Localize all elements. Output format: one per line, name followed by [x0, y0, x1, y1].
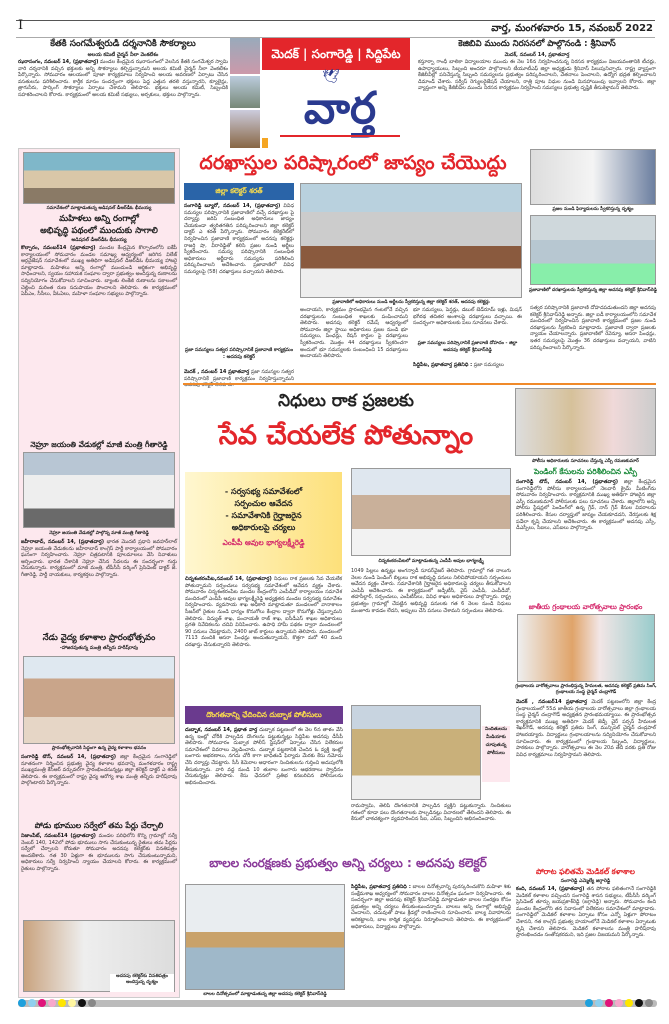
body-nehru: [21, 539, 177, 631]
article-text: ప్రజా సమస్యల సత్వర పరిష్కారానికే ప్రజావాణి కార్యక్రమం నిర్వహిస్తున్నామని అదనపు కలెక్టర్ తెలిపారు.: [184, 369, 295, 389]
headline-sp: పెండింగ్ కేసులను పరిశీలించిన ఎస్పీ: [534, 467, 637, 476]
masthead-band: మెదక్ | సంగారెడ్డి | సిద్దిపేట: [262, 38, 410, 70]
top-rule: [16, 20, 655, 21]
caption: నిందితులను మీడియాకు చూపుతున్న పోలీసులు: [482, 726, 510, 782]
body-theft-col2: రామస్వామి, తెలిపి దొంగతనానికి పాల్పడిన వ్యక్తిని పట్టుకున్నారు. నిందితులు గతంలో కూడా పలు దొంగతనాలకు పాల్పడినట్లు విచారణలో తేలిందని తెలిపారు. ఈ కేసులో చాకచక్యంగా వ్యవహరించిన సీఐ, ఎస్‌ఐ, సిబ్బందిని అభినందించారు.: [351, 803, 511, 823]
body-prajavani: [184, 203, 294, 348]
caption: గ్రంథాలయ వారోత్సవాలు ప్రారంభిస్తున్న హేమలత, అదనపు కలెక్టర్ ప్రతిమ సింగ్, గ్రంథాలయ సంస్థ చైర్మన్ చంద్రాగౌడ్: [515, 684, 657, 695]
headline-medical-opening: నేడు వైద్య కళాశాల ప్రారంభోత్సవం: [42, 633, 156, 643]
body-children: [351, 884, 511, 990]
color-registration-bar: [18, 1000, 657, 1007]
article-text: ప్రజా సమస్యలు: [473, 362, 504, 368]
page-marker: I: [18, 18, 24, 33]
dateline: సంగారెడ్డి టౌన్, నవంబర్ 14, (ప్రభాతవార్త): [516, 479, 619, 485]
photo-nehru: [23, 452, 175, 528]
body-theft: [185, 727, 343, 847]
tag-collector: జిల్లా కలెక్టర్ శరత్: [184, 183, 294, 200]
subhead-prajavani: ప్రజా సమస్యలు సత్వర పరిష్కారానికే ప్రజావాణి కార్యక్రమం : అదనపు కలెక్టర్: [184, 348, 294, 360]
article-text: జిల్లా కేంద్రమైన సంగారెడ్డిలోని పోలీసు కార్యాలయంలో నెలవారీ క్రైమ్ మీటింగ్‌ను సోమవారం నిర్వహించారు. కార్యక్రమానికి ముఖ్య అతిథిగా హాజరైన జిల్లా ఎస్పీ రమణకుమార్ పోలీసులకు పలు సూచనలు చేశారు. జిల్లాలోని అన్ని పోలీసు స్టేషన్లలో పెండింగ్‌లో ఉన్న గ్రేవ్, నాన్ గ్రేవ్ కేసుల వివరాలను పరిశీలించారు. కేసుల దర్యాప్తులో జాప్యం చేయకూడదని, నేరస్తులకు శిక్ష పడేలా కృషి చేయాలని ఆదేశించారు. ఈ కార్యక్రమంలో అదనపు ఎస్పీ, డీఎస్పీలు, సీఐలు, ఎస్‌ఐలు పాల్గొన్నారు.: [516, 479, 656, 532]
masthead-photo: [230, 38, 260, 74]
subhead-women: అడిషనల్ డీఆర్‌డీఓ భీమయ్య: [71, 238, 127, 243]
headline-library: జాతీయ గ్రంథాలయ వారోత్సవాలు ప్రారంభం: [528, 603, 643, 611]
body-right-photos: సత్వర పరిష్కారానికి ప్రజావాణి దోహదపడుతుందని జిల్లా అదనపు కలెక్టర్ శ్రీనివాస్‌రెడ్డి అన్నారు. జిల్లా ఐడీ కార్యాలయంలోని సమావేశ మందిరంలో నిర్వహించిన ప్రజావాణి కార్యక్రమంలో ప్రజల నుండి దరఖాస్తులను స్వీకరించి మాట్లాడారు. ప్రజావాణి ద్వారా ప్రజలకు న్యాయం చేయాలన్నారు. ప్రజావాణిలో రెవెన్యూ, ఆసరా పింఛన్లు, ఇతర సమస్యలపై మొత్తం 36 దరఖాస్తులు వచ్చాయని, వాటిని పరిష్కరించాలని పేర్కొన్నారు.: [530, 305, 656, 351]
photo-children: [185, 884, 345, 990]
registration-dots-left: [18, 999, 96, 1007]
dateline: జహీరాబాద్, నవంబర్ 14, (ప్రభాతవార్త): [21, 539, 105, 545]
headline-women-2: అభివృద్ధి పథంలో ముందుకు సాగాలి: [40, 226, 158, 236]
caption: నెహ్రూ జయంతి వేడుకల్లో పాల్గొన్న మాజీ మంత్రి గీతారెడ్డి: [49, 531, 149, 536]
article-text: నిధులు రాక ప్రజలకు సేవ చేయలేక పోతున్నామని సర్పంచులు సర్వసభ్య సమావేశంలో ఆవేదన వ్యక్తం చేశారు. సోమవారం చిన్నశంకరంపేట మండల కేంద్రంలోని ఎంపీడీవో కార్యాలయం సమావేశ మందిరంలో ఎంపీపీ ఆవుల భాగ్యలక్ష్మీరెడ్డి అధ్యక్షతన మండల సర్వసభ్య సమావేశం నిర్వహించారు. వ్యవసాయ శాఖ అధికారి మాట్లాడుతూ మండలంలో వానాకాలం సీజన్‌లో రైతుల నుండి ధాన్యం కొనుగోలు కేంద్రాల ద్వారా కొనుగోళ్లు చేస్తున్నామని తెలిపారు. విద్యుత్ శాఖ, పంచాయతీ రాజ్ శాఖ, ఐసీడీఎస్ శాఖల అధికారులు ప్రగతి నివేదికలను చదివి వినిపించారు. ఉపాధి హామీ పథకం ద్వారా మండలంలో 90 పనులు చేపట్టామని, 2400 జాబ్ కార్డులు ఉన్నాయని తెలిపారు. మండలంలో 7113 మందికి ఆసరా పింఛన్లు అందుతున్నాయని, కొత్తగా మరో 40 మంది దరఖాస్తు చేసుకున్నారని తెలిపారు.: [185, 576, 343, 648]
caption: సమావేశంలో మాట్లాడుతున్న అడిషనల్ డీఆర్‌డీఓ భీమయ్య: [46, 206, 152, 211]
section-divider: [183, 383, 656, 385]
subhead-ketaki: అలయ కమిటీ చైర్మన్ నీలా వెంకటేశం: [87, 52, 159, 58]
body-medical-opening: [21, 754, 177, 820]
dateline: సంగారెడ్డి టౌన్, నవంబర్ 14, (ప్రభాతవార్త): [21, 754, 117, 760]
dateline: కంది, నవంబర్ 14, (ప్రభాతవార్త): [516, 886, 585, 892]
masthead-photo: [230, 76, 260, 108]
photo-mpp: [351, 468, 511, 556]
dateline: ఝరాసంగం, నవంబర్ 14, (ప్రభాతవార్త): [18, 59, 99, 65]
dateline: నిజాంపేట్, నవంబర్14 (ప్రభాతవార్త): [21, 833, 96, 839]
article-text: బాలల దినోత్సవాన్ని పురస్కరించుకొని మహిళా శిశు సంక్షేమశాఖ ఆధ్వర్యంలో సోమవారం బాలల దినోత్సవం ఘనంగా నిర్వహించారు. ఈ సందర్భంగా జిల్లా అదనపు కలెక్టర్ శ్రీనివాస్‌రెడ్డి మాట్లాడుతూ బాలల సంరక్షణ కోసం ప్రభుత్వం అన్ని చర్యలు తీసుకుంటుందన్నారు. బాలలు అన్ని రంగాల్లో అభివృద్ధి చెందాలని, చదువుతో పాటు క్రీడల్లో రాణించాలని సూచించారు. బాల్య వివాహాలను అరికట్టాలని, బాల కార్మిక వ్యవస్థను నిర్మూలించాలని తెలిపారు. ఈ కార్యక్రమంలో అధికారులు, విద్యార్థులు పాల్గొన్నారు.: [351, 884, 512, 930]
photo-police: [351, 705, 481, 800]
article-text: మండల కేంద్రమైన కొల్చారంలోని ఐకేపీ కార్యాలయంలో సోమవారం మండల సమాఖ్య ఆధ్వర్యంలో జరిగిన విలేజ్ ఆర్గనైజేషన్ సమావేశంలో ముఖ్య అతిథిగా అడిషనల్ డీఆర్‌డీఓ భీమయ్య హాజరై మాట్లాడారు. మహిళలు అన్ని రంగాల్లో ముందుండి ఆర్థికంగా అభివృద్ధి సాధించాలని, స్వయం సహాయక సంఘాల ద్వారా ప్రభుత్వం అందిస్తున్న రుణాలను సద్వినియోగం చేసుకోవాలని సూచించారు. బ్యాంకు లింకేజీ రుణాలను సకాలంలో చెల్లించి మరింత రుణ సదుపాయం పొందాలని తెలిపారు. ఈ కార్యక్రమంలో ఏపీఎం, సీసీలు, వీఓఏలు, మహిళా సంఘాల సభ్యులు పాల్గొన్నారు.: [21, 245, 177, 298]
body-prajavani-sub2: [413, 362, 522, 381]
article-text: మెదక్ పట్టణంలోని జిల్లా కేంద్ర గ్రంథాలయంలో 55వ జాతీయ గ్రంథాలయ వారోత్సవాలు జిల్లా గ్రంథాలయ సంస్థ చైర్మన్ చంద్రాగౌడ్ అధ్యక్షతన ప్రారంభమయ్యాయి. ఈ ప్రారంభోత్సవ కార్యక్రమానికి ముఖ్య అతిథిగా మెదక్ జెడ్పీ చైర్ పర్సన్ హేమలత శేఖర్‌గౌడ్, అదనపు కలెక్టర్ ప్రతిమ సింగ్, మున్సిపల్ చైర్మన్ చంద్రపాల్ హాజరయ్యారు. విద్యార్థులు గ్రంథాలయాలను సద్వినియోగం చేసుకోవాలని సూచించారు. ఈ కార్యక్రమంలో గ్రంథాలయ సిబ్బంది, విద్యార్థులు, పాఠకులు పాల్గొన్నారు. వారోత్సవాలు ఈ నెల 20వ తేదీ వరకు ప్రతి రోజు వివిధ కార్యక్రమాలు నిర్వహిస్తామని తెలిపారు.: [516, 699, 657, 758]
box-line: సర్పంచుల ఆవేదన: [234, 499, 293, 508]
headline-kgbv: కెజిబివి ముందు నిరసనలో పాల్గొనండి : శ్రీనివాస్: [458, 39, 616, 49]
body-medical-college: [516, 886, 656, 988]
body-prajavani-sub: [184, 369, 295, 389]
dateline: మెదక్ , నవంబర్ 14 ప్రభాతవార్త: [184, 369, 250, 375]
headline-ketaki: కేతకి సంగమేశ్వరుడి దర్శనానికి సౌకర్యాలు: [50, 39, 196, 49]
headline-women-1: మహిళలు అన్ని రంగాల్లో: [59, 214, 139, 224]
photo-medical-college: [23, 656, 175, 744]
photo-complaints: [530, 149, 656, 205]
headline-children: బాలల సంరక్షణకు ప్రభుత్వం అన్ని చర్యలు : అదనపు కలెక్టర్: [209, 856, 487, 870]
caption: చిన్నశంకరంపేటలో మాట్లాడుతున్న ఎంపీపీ ఆవుల భాగ్యలక్ష్మీ: [378, 559, 484, 564]
caption: పోలీసు అధికారులకు సూచనలు చేస్తున్న ఎస్పీ రమణకుమార్: [532, 459, 639, 464]
photo-sp: [515, 388, 656, 456]
photo-prajavani: [300, 183, 522, 298]
dateline: సిద్దిపేట, ప్రభాతవార్త ప్రతినిధి :: [351, 884, 411, 890]
box-line: - సమావేశానికి గైర్హాజరైన: [225, 511, 302, 520]
date-line: వార్త, మంగళవారం 15, నవంబర్ 2022: [491, 23, 653, 34]
headline-medical-college: పోరాట ఫలితమే మెడికల్ కళాశాల: [536, 867, 635, 876]
body-sp: [516, 479, 656, 602]
box-line: అధికారులపై చర్యలు: [231, 523, 296, 532]
article-text: మండల పరిధిలోని కొన్ని గ్రామాల్లో సర్వే నెంబర్ 140, 142లో పోడు భూములు సాగు చేసుకుంటున్న రైతులు తమ పేర్లను సర్వేలో చేర్చాలని కోరుతూ సోమవారం అదనపు కలెక్టర్‌కు వినతిపత్రం అందజేశారు. గత 30 ఏళ్లుగా ఈ భూములను సాగు చేసుకుంటున్నామని, అధికారులు సర్వే నిర్వహించి న్యాయం చేయాలని కోరారు. ఈ కార్యక్రమంలో రైతులు పాల్గొన్నారు.: [21, 833, 178, 872]
caption: అదనపు కలెక్టర్‌కు వినతిపత్రం అందిస్తున్న దృశ్యం: [110, 974, 174, 992]
photo-women-meeting: [23, 152, 175, 204]
body-kgbv: కస్తూర్బా గాంధీ బాలికా విద్యాలయాల ముందు ఈ నెల 16న నిర్వహించనున్న నిరసన కార్యక్రమం విజయవంతానికి టీచర్లు, ఉపాధ్యాయులు, సిబ్బంది అందరూ పాల్గొనాలని టీయూటీఎఫ్ జిల్లా అధ్యక్షుడు శ్రీనివాస్ పిలుపునిచ్చారు. రాష్ట్ర వ్యాప్తంగా కేజీబీవీల్లో పనిచేస్తున్న సిబ్బంది సమస్యలను ప్రభుత్వం పరిష్కరించాలని, వేతనాలు పెంచాలని, ఉద్యోగ భద్రత కల్పించాలని డిమాండ్ చేశారు. సర్వీస్ రెగ్యులరైజేషన్ చేయాలని, రాత్రి పూట విధుల నుండి మినహాయింపు ఇవ్వాలని కోరారు. జిల్లా వ్యాప్తంగా అన్ని కేజీబీవీల ముందు నిరసన కార్యక్రమం నిర్వహించి సమస్యలు ప్రభుత్వ దృష్టికి తీసుకెళ్తామని తెలిపారు.: [418, 59, 656, 92]
photo-applications: [530, 215, 656, 285]
masthead-accent: [262, 138, 268, 148]
dateline: సంగారెడ్డి బ్యూరో, నవంబర్ 14, (ప్రభాతవార్త): [184, 203, 281, 209]
body-women: [21, 245, 177, 438]
dateline: కొల్చారం, నవంబర్14 (ప్రభాతవార్త): [21, 245, 96, 251]
headline-funds-2: సేవ చేయలేక పోతున్నాం: [218, 420, 474, 451]
subhead-medical-opening: -హాజరవుతున్న మంత్రి తన్నీరు హరీష్‌రావు: [59, 646, 139, 651]
box-name: ఎంపీపీ ఆవుల భాగ్యలక్ష్మీరెడ్డి: [222, 538, 305, 547]
body-library: [516, 699, 656, 865]
masthead-photo: [230, 110, 260, 148]
article-text: వివిధ సమస్యల పరిష్కారానికి ప్రజావాణిలో వచ్చే దరఖాస్తుల పై దర్యాప్తు జరిపి సంబంధిత అధికారులు జాప్యం చేయకుండా త్వరితగతిన పరిష్కరించాలని జిల్లా కలెక్టర్ డాక్టర్ ఎ శరత్ పేర్కొన్నారు. సోమవారం కలెక్టరేట్‌లో నిర్వహించిన ప్రజావాణి కార్యక్రమంలో అదనపు కలెక్టర్లు రాజర్షి షా, వీరారెడ్డితో కలిసి ప్రజల నుండి అర్జీలు స్వీకరించారు. సమస్య పరిష్కారానికి సంబంధిత అధికారులు అర్జీదారు సమస్యను పరిశీలించి పరిష్కరించాలని ఆదేశించారు. ప్రజావాణిలో వివిధ సమస్యలపై (58) దరఖాస్తులు వచ్చాయని తెలిపారు.: [184, 203, 294, 275]
headline-funds-1: నిధులు రాక ప్రజలకు: [278, 391, 414, 411]
body-podu: [21, 833, 177, 915]
subhead-medical-college: సంగారెడ్డి ఎమ్మెల్యే జగ్గారెడ్డి: [560, 879, 611, 884]
article-text: జిల్లా కేంద్రమైన సంగారెడ్డిలో నూతనంగా నిర్మించిన ప్రభుత్వ వైద్య కళాశాల భవనాన్ని మంగళవారం రాష్ట్ర ముఖ్యమంత్రి కేసీఆర్ వర్చువల్‌గా ప్రారంభించనున్నట్లు జిల్లా కలెక్టర్ డాక్టర్ ఎ శరత్ తెలిపారు. ఈ కార్యక్రమంలో రాష్ట్ర వైద్య ఆరోగ్య శాఖ మంత్రి తన్నీరు హరీష్‌రావు పాల్గొంటారని పేర్కొన్నారు.: [21, 754, 178, 787]
body-prajavani-col2: అందాయని, కార్యక్రమం ప్రారంభమైన గంటలోనే వచ్చిన దరఖాస్తులను సంబంధిత శాఖలకు పంపించామని తెలిపారు. అదనపు కలెక్టర్ రమేష్ ఆధ్వర్యంలో సోమవారం జిల్లా స్థాయి అధికారులు ప్రజల నుండి భూ సమస్యలు, పింఛన్లు, రేషన్ కార్డుల పై దరఖాస్తులు స్వీకరించారు. మొత్తం 44 దరఖాస్తులు స్వీకరించగా అందులో భూ సమస్యలకు సంబంధించి 15 దరఖాస్తులు అందాయని తెలిపారు.: [300, 307, 408, 360]
dateline-kgbv: మెదక్, నవంబర్ 14, ప్రభాతవార్త: [504, 52, 570, 58]
caption: ప్రారంభోత్సవానికి సిద్ధంగా ఉన్న వైద్య కళాశాల భవనం: [51, 746, 147, 751]
body-funds: [185, 576, 342, 701]
funds-box: [185, 472, 342, 574]
article-text: మండల కేంద్రమైన ఝరాసంగంలో వెలసిన కేతకి సంగమేశ్వర స్వామి వారి దర్శనానికి వచ్చిన భక్తులకు అన్ని సౌకర్యాలు కల్పిస్తున్నామని అలయ కమిటీ చైర్మన్ నీలా వెంకటేశం పేర్కొన్నారు. సోమవారం ఆలయంలో పూజా కార్యక్రమాలు నిర్వహించి అలయ అవరణలో ఏర్పాటు చేసిన వసతులను పరిశీలించారు. కార్తీక మాసం సందర్భంగా భక్తులు పెద్ద ఎత్తున తరలి వస్తున్నారని, క్యూలైన్లు, త్రాగునీరు, పార్కింగ్ సౌకర్యాలు ఏర్పాటు చేశామని తెలిపారు. భక్తులు అలయ కమిటీ, సిబ్బందికి సహకరించాలని కోరారు. కార్యక్రమంలో అలయ కమిటీ సభ్యులు, అర్చకులు, భక్తులు పాల్గొన్నారు.: [18, 59, 228, 98]
box-line: - సర్వసభ్య సమావేశంలో: [224, 487, 303, 496]
headline-nehru: నెహ్రూ జయంతి వేడుకల్లో మాజీ మంత్రి గీతారెడ్డి: [30, 440, 168, 449]
dateline: మెదక్ , నవంబర్14 ప్రభాతవార్త: [516, 699, 588, 705]
caption: బాలల దినోత్సవంలో మాట్లాడుతున్న జిల్లా అదనపు కలెక్టర్ శ్రీనివాస్‌రెడ్డి: [203, 992, 327, 997]
dateline: సిద్దిపేట, ప్రభాతవార్త ప్రతినిధి :: [413, 362, 473, 368]
dateline: దుబ్బాక, నవంబర్ 14, ప్రభాత వార్త: [185, 727, 258, 733]
body-prajavani-col3: భూ సమస్యలు, పెన్షన్లు, డబుల్ బెడ్‌రూమ్ ఇళ్లు, మిషన్ భగీరథ తదితర అంశాలపై దరఖాస్తులు వచ్చాయి. ఈ సందర్భంగా అధికారులకు పలు సూచనలు చేశారు.: [413, 307, 522, 327]
photo-library: [517, 614, 655, 682]
caption: ప్రజల నుండి ఫిర్యాదులను స్వీకరిస్తున్న దృశ్యం: [552, 207, 634, 212]
headline-theft: దొంగతనాన్ని ఛేదించిన దుబ్బాక పోలీసులు: [185, 706, 343, 724]
masthead: [230, 38, 410, 148]
registration-dots-right: [585, 999, 653, 1007]
dateline: చిన్నశంకరంపేట,నవంబర్ 14, (ప్రభాతవార్త): [185, 576, 272, 582]
article-text: దుబ్బాక పట్టణంలో ఈ నెల 6న తాళం వేసి ఉన్న ఇంట్లో చోరీకి పాల్పడిన దొంగలను పట్టుకున్నట్లు సిద్దిపేట అదనపు డీసీపీ తెలిపారు. సోమవారం దుబ్బాక పోలీస్ స్టేషన్‌లో ఏర్పాటు చేసిన విలేకరుల సమావేశంలో వివరాలు వెల్లడించారు. దుబ్బాక పట్టణానికి చెందిన ఓ వ్యక్తి ఇంట్లో బంగారు ఆభరణాలు, నగదు చోరీ కాగా బాధితుడి ఫిర్యాదు మేరకు కేసు నమోదు చేసి దర్యాప్తు చేపట్టారు. సీసీ కెమెరాల ఆధారంగా నిందితులను గుర్తించి అదుపులోకి తీసుకున్నారు. వారి వద్ద నుండి 10 తులాల బంగారు ఆభరణాలు స్వాధీనం చేసుకున్నట్లు తెలిపారు. కేసు ఛేదనలో ప్రతిభ కనబరిచిన పోలీసులను అభినందించారు.: [185, 727, 344, 786]
caption: ప్రజావాణిలో అధికారులు నుండి అర్జీలను స్వీకరిస్తున్న జిల్లా కలెక్టర్ శరత్, అదనపు కలెక్టర్లు: [332, 300, 490, 305]
body-funds-col2: 1049 పిల్లలు ఉన్నట్లు అంగన్వాడీ సూపర్‌వైజర్ తెలిపారు. గ్రామాల్లో గత నాలుగు నెలల నుండి పెండింగ్ బిల్లులు రాక అభివృద్ధి పనులు నిలిచిపోయాయని సర్పంచులు ఆవేదన వ్యక్తం చేశారు. సమావేశానికి గైర్హాజరైన అధికారులపై చర్యలు తీసుకోవాలని ఎంపీపీ ఆదేశించారు. ఈ కార్యక్రమంలో జడ్పీటీసీ, వైస్ ఎంపీపీ, ఎంపీడీవో, తహసీల్దార్, సర్పంచులు, ఎంపీటీసీలు, వివిధ శాఖల అధికారులు పాల్గొన్నారు. రాష్ట్ర ప్రభుత్వం గ్రామాల్లో చేపట్టిన అభివృద్ధి పనులకు గత 6 నెలల నుండి నిధులు మంజూరు కావడం లేదని, అప్పులు చేసి పనులు చేశామని సర్పంచులు తెలిపారు.: [351, 568, 511, 614]
caption: ప్రజావాణిలో దరఖాస్తులను స్వీకరిస్తున్న జిల్లా అదనపు కలెక్టర్ శ్రీనివాస్‌రెడ్డి: [529, 288, 657, 293]
headline-prajavani: దరఖాస్తుల పరిష్కారంలో జాప్యం చేయొద్దు: [199, 152, 507, 174]
logo-vaartha: వార్త: [303, 83, 377, 134]
article-text: భారత మొదటి ప్రధాని జవహర్‌లాల్ నెహ్రూ జయంతి వేడుకలను జహీరాబాద్ కాంగ్రెస్ పార్టీ కార్యాలయంలో సోమవారం ఘనంగా నిర్వహించారు. నెహ్రూ చిత్రపటానికి పూలమాలలు వేసి నివాళులు అర్పించారు. భారత దేశానికి నెహ్రూ చేసిన సేవలను ఈ సందర్భంగా గుర్తు చేసుకున్నారు. కార్యక్రమంలో మాజీ మంత్రి, టీపీసీసీ వర్కింగ్ ప్రెసిడెంట్ డాక్టర్ జె. గీతారెడ్డి, పార్టీ నాయకులు, కార్యకర్తలు పాల్గొన్నారు.: [21, 539, 178, 578]
bird-icon: 🕊: [322, 69, 340, 85]
body-ketaki: [18, 59, 228, 145]
article-text: తన పోరాట ఫలితంగానే సంగారెడ్డికి మెడికల్ కళాశాల వచ్చిందని సంగారెడ్డి శాసన సభ్యులు, టీపీసీసీ వర్కింగ్ ప్రెసిడెంట్ తూర్పు జయప్రకాశ్‌రెడ్డి (జగ్గారెడ్డి) అన్నారు. సోమవారం కంది మండల కేంద్రంలోని తన నివాసంలో విలేకరుల సమావేశంలో మాట్లాడారు. సంగారెడ్డిలో మెడికల్ కళాశాల ఏర్పాటు కోసం ఎన్నో ఏళ్లుగా పోరాటం చేశానని, గత కాంగ్రెస్ ప్రభుత్వ హయాంలోనే మెడికల్ కళాశాల ఏర్పాటుకు కృషి చేశానని తెలిపారు. మెడికల్ కళాశాలను మంత్రి హరీష్‌రావు ప్రారంభించడం సంతోషకరమని, ఇది ప్రజల విజయమని పేర్కొన్నారు.: [516, 886, 656, 939]
logo-underline: [280, 135, 400, 137]
headline-podu: పోడు భూముల సర్వేలో తమ పేర్లు చేర్చాలి: [34, 821, 164, 830]
subhead-prajavani-2: ప్రజా సమస్యలు పరిష్కారానికే ప్రజావాణి దోహదం - జిల్లా అదనపు కలెక్టర్ శ్రీనివాస్‌రెడ్డి: [417, 341, 518, 353]
